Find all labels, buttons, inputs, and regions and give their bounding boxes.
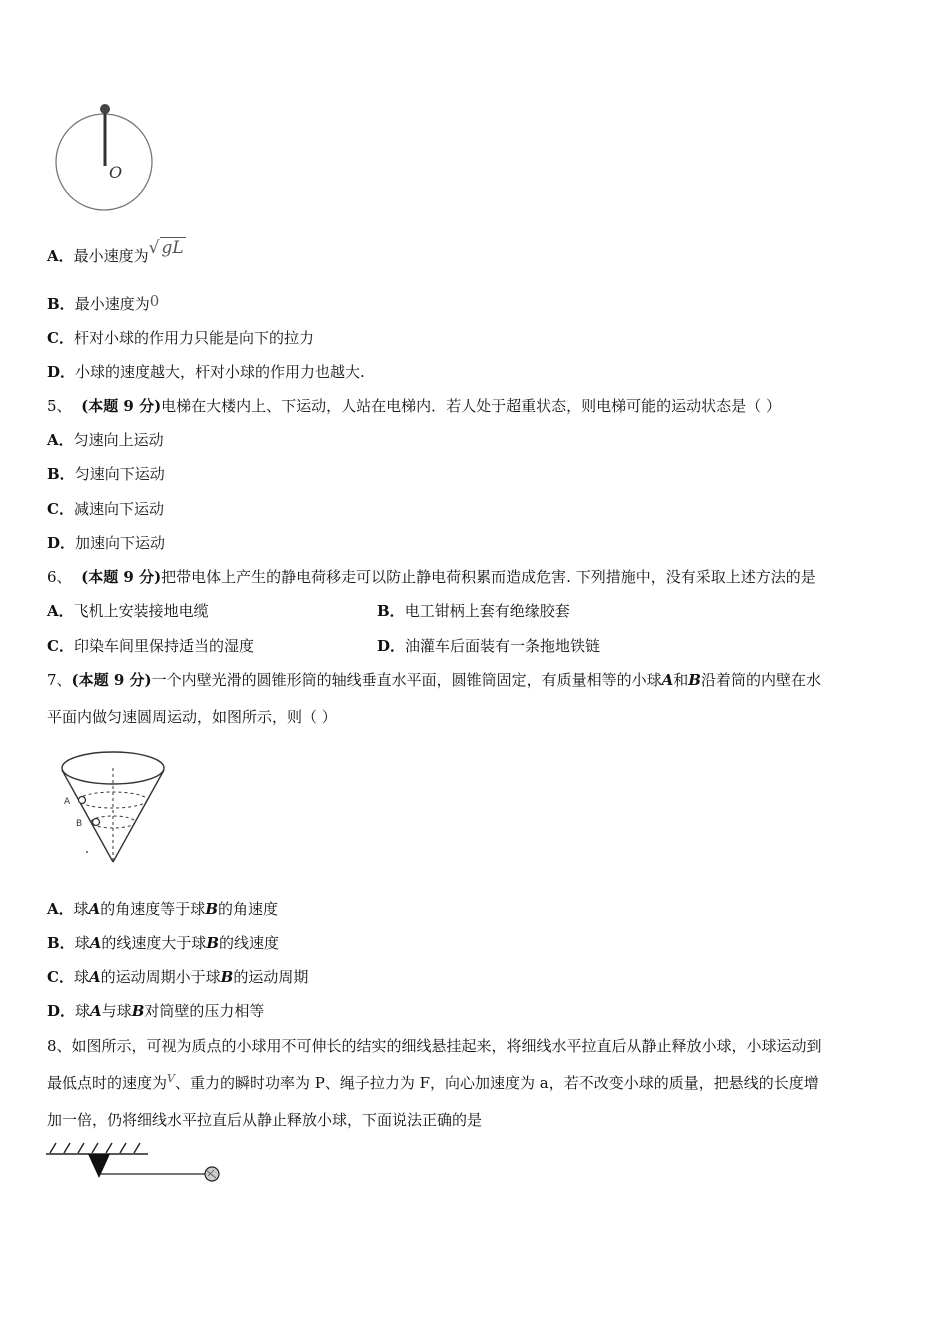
ball-b — [93, 819, 100, 826]
q5-stem: 5、 (本题 9 分)电梯在大楼内上、下运动，人站在电梯内．若人处于超重状态，则电梯可能的运动状态是（ ） — [47, 397, 781, 415]
q6-stem: 6、 (本题 9 分)把带电体上产生的静电荷移走可以防止静电荷积累而造成危害. 下列措施中，没有采取上述方法的是 — [47, 568, 816, 586]
q4-option-b: B．最小速度为0 — [47, 292, 160, 313]
pendulum-figure — [44, 1140, 234, 1190]
q7-option-c: C．球A的运动周期小于球B的运动周期 — [47, 968, 309, 986]
cone-figure — [46, 742, 176, 867]
center-label: O — [109, 163, 123, 182]
pendulum-ball — [205, 1167, 219, 1181]
q6-option-c: C．印染车间里保持适当的湿度 — [47, 637, 254, 655]
q4-option-d: D．小球的速度越大，杆对小球的作用力也越大. — [47, 363, 365, 381]
rod-circle-figure — [50, 96, 160, 220]
q5-option-a: A．匀速向上运动 — [47, 431, 164, 449]
q8-stem-line1: 8、如图所示，可视为质点的小球用不可伸长的结实的细线悬挂起来，将细线水平拉直后从静止释放小球，小球运动到 — [47, 1037, 822, 1055]
q6-option-b: B．电工钳柄上套有绝缘胶套 — [377, 602, 570, 620]
label-a: A — [64, 797, 71, 807]
q6-option-d: D．油灌车后面装有一条拖地铁链 — [377, 637, 601, 655]
q8-stem-line3: 加一倍，仍将细线水平拉直后从静止释放小球，下面说法正确的是 — [47, 1111, 483, 1129]
ball — [100, 104, 110, 114]
speck — [86, 851, 88, 853]
q4-option-c: C．杆对小球的作用力只能是向下的拉力 — [47, 329, 314, 347]
q7-option-d: D．球A与球B对筒壁的压力相等 — [47, 1002, 265, 1020]
q4-option-a: A．最小速度为√ gL — [47, 238, 184, 265]
q5-option-c: C．减速向下运动 — [47, 500, 164, 518]
q7-stem-line2: 平面内做匀速圆周运动，如图所示，则（ ） — [47, 708, 337, 726]
ball-a — [79, 797, 86, 804]
q7-option-b: B．球A的线速度大于球B的线速度 — [47, 934, 280, 952]
q7-option-a: A．球A的角速度等于球B的角速度 — [47, 900, 279, 918]
q5-option-d: D．加速向下运动 — [47, 534, 166, 552]
sqrt-gl-formula: √ gL — [148, 238, 184, 258]
q5-option-b: B．匀速向下运动 — [47, 465, 165, 483]
q7-stem-line1: 7、(本题 9 分)一个内壁光滑的圆锥形筒的轴线垂直水平面，圆锥筒固定，有质量相等的小球A和B沿着筒的内壁在水 — [47, 671, 821, 689]
label-b: B — [76, 819, 83, 829]
ceiling-hatch — [50, 1143, 140, 1153]
q6-option-a: A．飞机上安装接地电缆 — [47, 602, 209, 620]
q8-stem-line2: 最低点时的速度为$^V$、重力的瞬时功率为 P、绳子拉力为 F，向心加速度为 a，若不改变小球的质量，把悬线的长度增 — [47, 1072, 819, 1092]
